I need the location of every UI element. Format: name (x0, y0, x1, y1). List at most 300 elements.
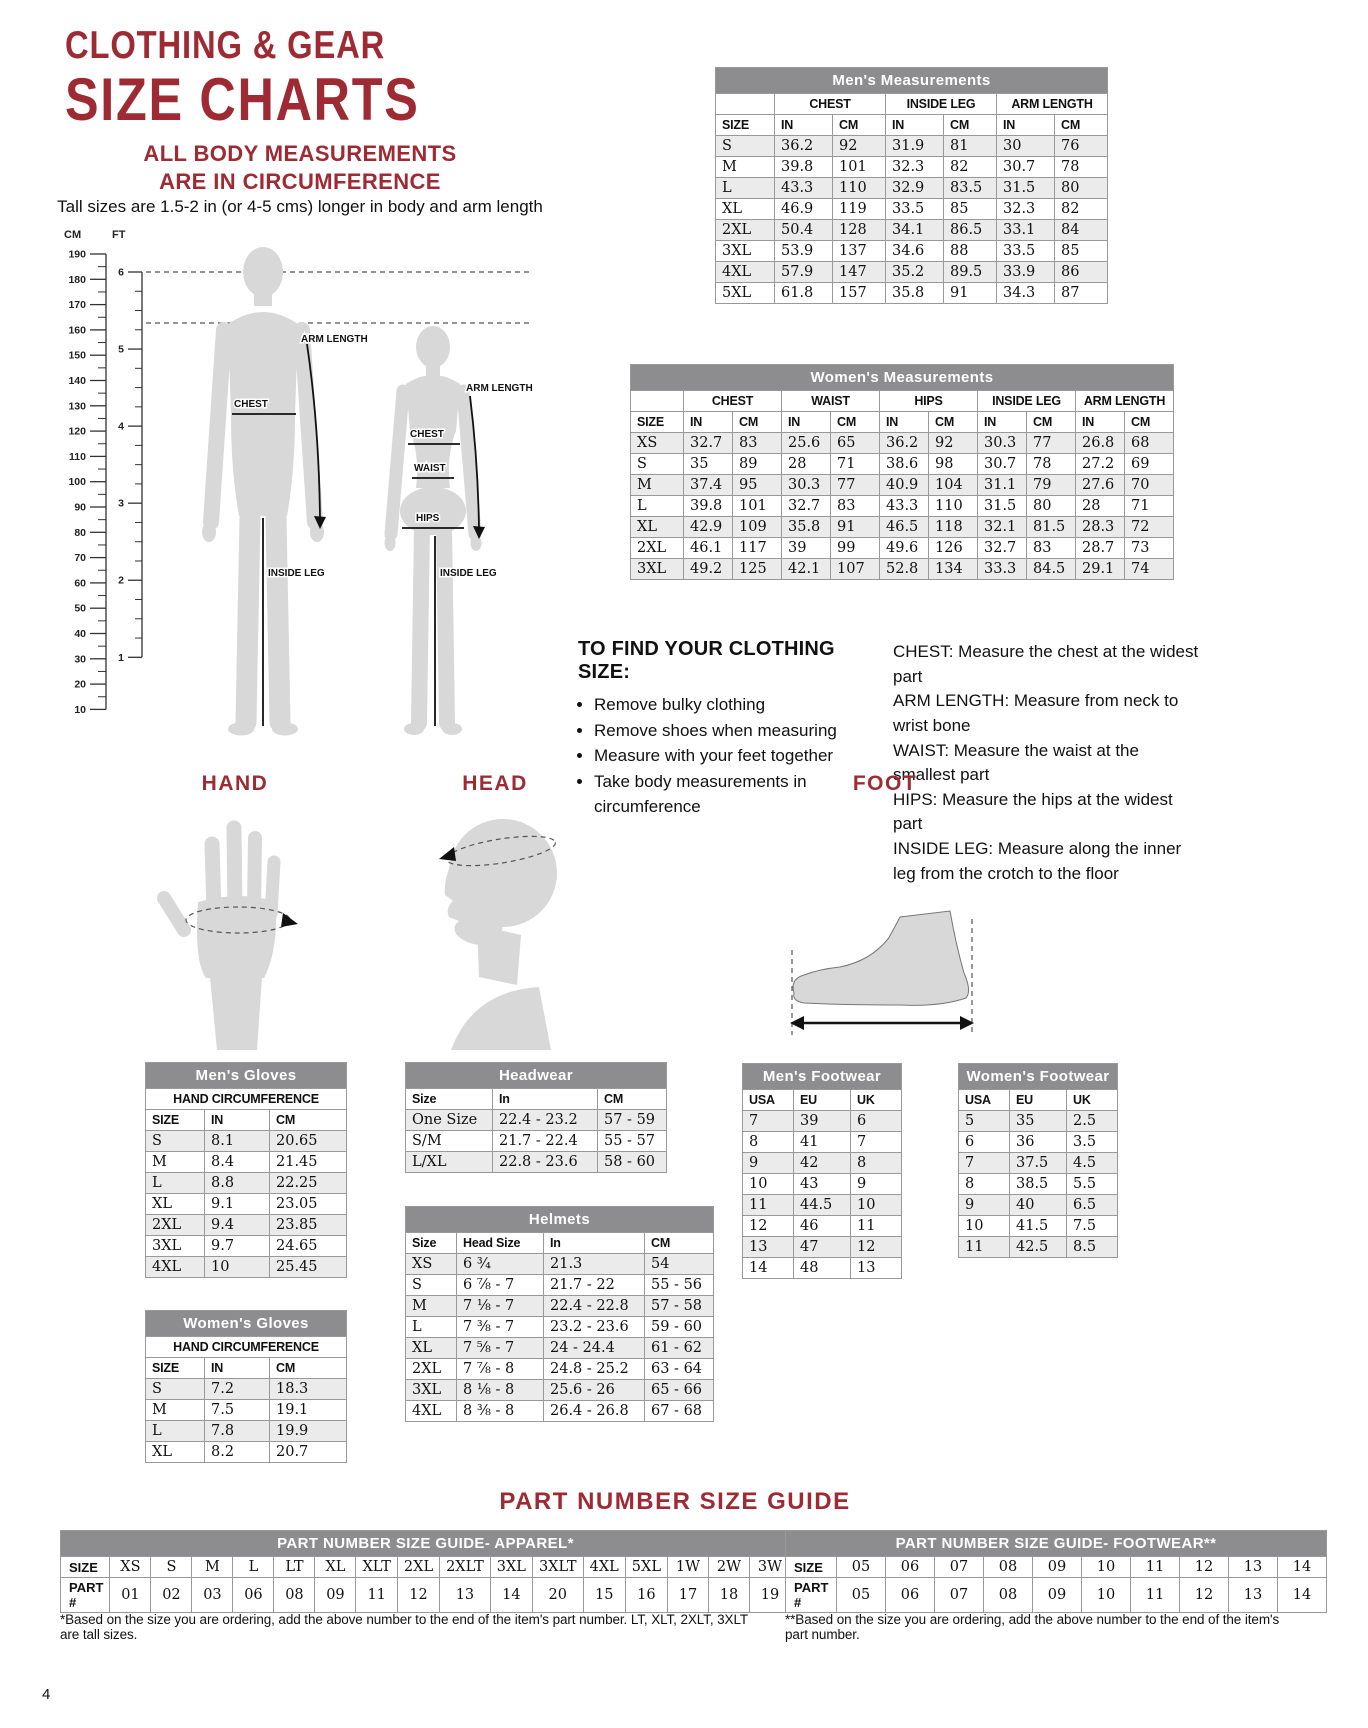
table-cell: 8 ⅜ - 8 (457, 1401, 544, 1422)
table-row (959, 1153, 1118, 1174)
table-cell: 109 (733, 517, 782, 538)
page-title-line1: CLOTHING & GEAR (65, 24, 386, 67)
table-cell: 06 (233, 1578, 274, 1613)
ruler-tick-label: 160 (68, 324, 86, 337)
table-cell: 27.2 (1076, 454, 1125, 475)
table-row (716, 157, 1108, 178)
table-cell: 9.1 (205, 1194, 270, 1215)
mens-gloves-table (145, 1062, 347, 1278)
table-cell: XS (406, 1254, 457, 1275)
ruler-cm-caption: CM (64, 229, 82, 241)
table-cell: L (406, 1317, 457, 1338)
table-cell: LT (274, 1557, 315, 1578)
table-row (631, 538, 1174, 559)
column-header: ARM LENGTH (1076, 391, 1174, 412)
table-cell: 2.5 (1067, 1111, 1118, 1132)
table-cell: 2XLT (440, 1557, 491, 1578)
table-cell: 07 (935, 1578, 984, 1613)
subtitle-line2: ARE IN CIRCUMFERENCE (159, 168, 441, 194)
table-cell: 89 (733, 454, 782, 475)
table-cell: 2XL (397, 1557, 439, 1578)
part-number-guide-heading: PART NUMBER SIZE GUIDE (499, 1488, 851, 1515)
table-cell: 19.9 (270, 1421, 347, 1442)
table-cell: 35.2 (886, 262, 944, 283)
table-header-row (406, 1233, 714, 1254)
table-cell: L (233, 1557, 274, 1578)
table-cell: 82 (944, 157, 997, 178)
table-cell: 55 - 56 (645, 1275, 714, 1296)
table-cell: 08 (984, 1557, 1033, 1578)
table-cell: 49.6 (880, 538, 929, 559)
column-header: CM (270, 1358, 347, 1379)
table-cell: 118 (929, 517, 978, 538)
column-header: Size (406, 1089, 493, 1110)
list-item: HIPS: Measure the hips at the widest part (893, 789, 1173, 834)
table-cell: 6 (959, 1132, 1010, 1153)
table-cell: 12 (743, 1216, 794, 1237)
ruler-tick-label: 6 (118, 266, 124, 279)
female-inside-leg-label: INSIDE LEG (440, 568, 497, 579)
hand-section-heading: HAND (201, 772, 269, 795)
table-row (631, 517, 1174, 538)
table-cell: 77 (831, 475, 880, 496)
table-cell: 46 (794, 1216, 851, 1237)
table-cell: 31.1 (978, 475, 1027, 496)
table-row (716, 241, 1108, 262)
table-cell: 32.7 (684, 433, 733, 454)
table-cell: 13 (851, 1258, 902, 1279)
table-cell: 11 (356, 1578, 397, 1613)
table-cell: 28.7 (1076, 538, 1125, 559)
table-cell: 25.6 (782, 433, 831, 454)
ruler-tick-label: 100 (68, 476, 86, 489)
head-measure-arrow (439, 847, 456, 861)
table-cell: 21.7 - 22 (544, 1275, 645, 1296)
table-cell: 43.3 (880, 496, 929, 517)
table-cell: 03 (192, 1578, 233, 1613)
table-cell: S (146, 1379, 205, 1400)
page-number: 4 (42, 1686, 51, 1703)
table-cell: 65 (831, 433, 880, 454)
table-cell: PART # (61, 1578, 110, 1613)
ruler-tick-label: 1 (118, 651, 124, 664)
column-header: CM (929, 412, 978, 433)
table-cell: XS (110, 1557, 151, 1578)
table-header-row (716, 94, 1108, 115)
female-waist-label: WAIST (414, 463, 446, 474)
table-cell: 9 (959, 1195, 1010, 1216)
table-cell: 7 (851, 1132, 902, 1153)
table-cell: 9 (851, 1174, 902, 1195)
table-row (631, 559, 1174, 580)
definitions-list (893, 640, 1205, 886)
table-cell: 9 (743, 1153, 794, 1174)
table-cell: 147 (833, 262, 886, 283)
table-cell: 14 (490, 1578, 532, 1613)
table-cell: 72 (1125, 517, 1174, 538)
table-cell: 31.5 (997, 178, 1055, 199)
table-title: Helmets (406, 1207, 714, 1233)
table-cell: 119 (833, 199, 886, 220)
female-arm-length-label: ARM LENGTH (466, 383, 533, 394)
table-cell: 33.5 (997, 241, 1055, 262)
table-cell: XL (146, 1194, 205, 1215)
table-cell: 73 (1125, 538, 1174, 559)
table-cell: 10 (851, 1195, 902, 1216)
table-cell: 57 - 58 (645, 1296, 714, 1317)
table-cell: 46.1 (684, 538, 733, 559)
ruler-tick-label: 180 (68, 273, 86, 286)
column-header: EU (1010, 1090, 1067, 1111)
list-item: • Remove bulky clothing (594, 692, 883, 718)
table-cell: 5 (959, 1111, 1010, 1132)
mens-footwear-table (742, 1063, 902, 1279)
column-header: INSIDE LEG (978, 391, 1076, 412)
table-cell: 68 (1125, 433, 1174, 454)
table-header-row (406, 1089, 667, 1110)
table-cell: 32.7 (978, 538, 1027, 559)
table-cell: 31.5 (978, 496, 1027, 517)
table-cell: 32.7 (782, 496, 831, 517)
table-row (146, 1400, 347, 1421)
table-cell: 65 - 66 (645, 1380, 714, 1401)
table-cell: 7.8 (205, 1421, 270, 1442)
ruler-tick-label: 60 (74, 577, 86, 590)
male-inside-leg-label: INSIDE LEG (268, 568, 325, 579)
table-cell: 38.6 (880, 454, 929, 475)
table-row (406, 1110, 667, 1131)
table-cell: 71 (1125, 496, 1174, 517)
table-cell: L (631, 496, 684, 517)
tall-sizes-note: Tall sizes are 1.5-2 in (or 4-5 cms) longer in body and arm length (57, 197, 543, 216)
column-header: IN (1076, 412, 1125, 433)
helmets-table (405, 1206, 714, 1422)
column-header: CM (645, 1233, 714, 1254)
table-cell: 25.45 (270, 1257, 347, 1278)
table-cell: SIZE (786, 1557, 837, 1578)
table-cell: PART # (786, 1578, 837, 1613)
table-cell: 91 (944, 283, 997, 304)
table-cell: 2XL (406, 1359, 457, 1380)
table-cell: 57 - 59 (598, 1110, 667, 1131)
table-cell: 39 (782, 538, 831, 559)
column-header: CM (831, 412, 880, 433)
table-cell: 34.3 (997, 283, 1055, 304)
table-cell: XL (146, 1442, 205, 1463)
table-cell: 3XLT (532, 1557, 583, 1578)
table-cell: 3XL (631, 559, 684, 580)
column-header: Head Size (457, 1233, 544, 1254)
table-cell: 32.1 (978, 517, 1027, 538)
column-header: SIZE (716, 115, 775, 136)
table-cell: 74 (1125, 559, 1174, 580)
table-cell: 08 (274, 1578, 315, 1613)
table-cell: 35 (684, 454, 733, 475)
table-cell: 33.3 (978, 559, 1027, 580)
ruler-tick-label: 70 (74, 552, 86, 565)
table-cell: 30.3 (782, 475, 831, 496)
table-cell: 69 (1125, 454, 1174, 475)
column-header: HAND CIRCUMFERENCE (146, 1089, 347, 1110)
table-row (716, 220, 1108, 241)
find-size-heading: TO FIND YOUR CLOTHING SIZE: (578, 638, 835, 683)
table-cell: M (406, 1296, 457, 1317)
table-cell: 8.4 (205, 1152, 270, 1173)
column-header: CHEST (684, 391, 782, 412)
table-cell: 7 ⅜ - 7 (457, 1317, 544, 1338)
table-cell: 10 (1082, 1578, 1131, 1613)
table-cell: 7.2 (205, 1379, 270, 1400)
table-cell: 70 (1125, 475, 1174, 496)
table-cell: 128 (833, 220, 886, 241)
table-cell: 32.9 (886, 178, 944, 199)
column-header: CM (270, 1110, 347, 1131)
column-header: IN (205, 1358, 270, 1379)
table-row (743, 1132, 902, 1153)
column-header: HAND CIRCUMFERENCE (146, 1337, 347, 1358)
column-header: IN (205, 1110, 270, 1131)
table-cell: 84.5 (1027, 559, 1076, 580)
table-cell: 6 ⅞ - 7 (457, 1275, 544, 1296)
table-cell: 20 (532, 1578, 583, 1613)
headwear-table (405, 1062, 667, 1173)
table-cell: 8 (743, 1132, 794, 1153)
table-cell: 21.7 - 22.4 (493, 1131, 598, 1152)
table-header-row (716, 115, 1108, 136)
table-cell: 39.8 (684, 496, 733, 517)
table-cell: 22.4 - 23.2 (493, 1110, 598, 1131)
ruler-tick-label: 2 (118, 574, 124, 587)
table-cell: 91 (831, 517, 880, 538)
table-cell: 125 (733, 559, 782, 580)
column-header: USA (959, 1090, 1010, 1111)
table-cell: 63 - 64 (645, 1359, 714, 1380)
table-cell: 34.1 (886, 220, 944, 241)
table-header-row (631, 412, 1174, 433)
table-cell: 46.5 (880, 517, 929, 538)
table-row (61, 1557, 791, 1578)
column-header: INSIDE LEG (886, 94, 997, 115)
column-header: In (544, 1233, 645, 1254)
table-cell: 5XL (625, 1557, 667, 1578)
ruler-tick-label: 50 (74, 602, 86, 615)
table-cell: 1W (667, 1557, 708, 1578)
column-header: IN (782, 412, 831, 433)
table-cell: 95 (733, 475, 782, 496)
table-cell: 39.8 (775, 157, 833, 178)
table-cell: 117 (733, 538, 782, 559)
table-row (959, 1111, 1118, 1132)
table-cell: 19 (749, 1578, 790, 1613)
table-cell: 36.2 (775, 136, 833, 157)
column-header: CM (733, 412, 782, 433)
ruler-tick-label: 80 (74, 526, 86, 539)
table-cell: 26.4 - 26.8 (544, 1401, 645, 1422)
table-cell: 29.1 (1076, 559, 1125, 580)
table-cell: 30.7 (997, 157, 1055, 178)
table-row (406, 1152, 667, 1173)
table-cell: One Size (406, 1110, 493, 1131)
male-chest-label: CHEST (234, 399, 268, 410)
table-cell: XL (716, 199, 775, 220)
column-header: CM (833, 115, 886, 136)
table-cell: 41 (794, 1132, 851, 1153)
table-cell: 24.8 - 25.2 (544, 1359, 645, 1380)
table-cell: 34.6 (886, 241, 944, 262)
column-header: IN (997, 115, 1055, 136)
table-cell: 37.4 (684, 475, 733, 496)
table-cell: M (631, 475, 684, 496)
table-cell: 47 (794, 1237, 851, 1258)
table-cell: 3XL (490, 1557, 532, 1578)
table-cell: 22.4 - 22.8 (544, 1296, 645, 1317)
table-cell: 39 (794, 1111, 851, 1132)
foot-diagram (780, 895, 990, 1050)
table-cell: 23.05 (270, 1194, 347, 1215)
table-cell: 12 (1180, 1557, 1229, 1578)
table-cell: 13 (440, 1578, 491, 1613)
ruler-tick-label: 4 (118, 420, 124, 433)
table-row (146, 1194, 347, 1215)
table-cell: 33.9 (997, 262, 1055, 283)
table-cell: 2XL (716, 220, 775, 241)
table-row (146, 1236, 347, 1257)
page-title-line2: SIZE CHARTS (65, 66, 420, 133)
column-header: IN (886, 115, 944, 136)
table-cell: 77 (1027, 433, 1076, 454)
table-cell: 104 (929, 475, 978, 496)
column-header: IN (684, 412, 733, 433)
column-header: CM (944, 115, 997, 136)
table-title: Women's Measurements (631, 365, 1174, 391)
table-cell: 10 (205, 1257, 270, 1278)
table-row (146, 1152, 347, 1173)
table-cell: 87 (1055, 283, 1108, 304)
measurement-definitions (893, 640, 1205, 886)
mens-measurements-table (715, 67, 1108, 304)
table-row (743, 1258, 902, 1279)
table-cell: 54 (645, 1254, 714, 1275)
table-cell: 4XL (716, 262, 775, 283)
column-header: Size (406, 1233, 457, 1254)
table-cell: 49.2 (684, 559, 733, 580)
ruler (68, 249, 142, 716)
table-cell: 11 (959, 1237, 1010, 1258)
foot-section-heading: FOOT (852, 772, 918, 795)
table-cell: 99 (831, 538, 880, 559)
table-title: Men's Measurements (716, 68, 1108, 94)
table-cell: 38.5 (1010, 1174, 1067, 1195)
table-title: PART NUMBER SIZE GUIDE- FOOTWEAR** (786, 1531, 1327, 1557)
table-cell: 32.3 (886, 157, 944, 178)
table-cell: 48 (794, 1258, 851, 1279)
table-cell: 81 (944, 136, 997, 157)
list-item: • Measure with your feet together (594, 743, 883, 769)
table-cell: 14 (1278, 1578, 1327, 1613)
table-cell: 3.5 (1067, 1132, 1118, 1153)
womens-measurements-table (630, 364, 1174, 580)
table-cell: 12 (851, 1237, 902, 1258)
table-cell: 86.5 (944, 220, 997, 241)
table-cell: 13 (1229, 1578, 1278, 1613)
table-cell: 24.65 (270, 1236, 347, 1257)
table-cell: 8 (959, 1174, 1010, 1195)
table-cell: 11 (1131, 1578, 1180, 1613)
table-cell: 5XL (716, 283, 775, 304)
table-cell: 8.1 (205, 1131, 270, 1152)
table-cell: 10 (743, 1174, 794, 1195)
table-cell: 9.4 (205, 1215, 270, 1236)
table-title: Men's Footwear (743, 1064, 902, 1090)
table-cell: 10 (1082, 1557, 1131, 1578)
table-cell: 20.65 (270, 1131, 347, 1152)
table-cell: 24 - 24.4 (544, 1338, 645, 1359)
table-title: Headwear (406, 1063, 667, 1089)
table-cell: 21.3 (544, 1254, 645, 1275)
subtitle (100, 140, 500, 195)
table-row (406, 1338, 714, 1359)
table-cell: 57.9 (775, 262, 833, 283)
table-cell: 80 (1055, 178, 1108, 199)
table-cell: 81.5 (1027, 517, 1076, 538)
table-cell: 101 (833, 157, 886, 178)
column-header: IN (775, 115, 833, 136)
table-cell: 61.8 (775, 283, 833, 304)
table-row (146, 1442, 347, 1463)
table-row (716, 136, 1108, 157)
table-title: Women's Gloves (146, 1311, 347, 1337)
table-cell: 12 (1180, 1578, 1229, 1613)
table-cell: SIZE (61, 1557, 110, 1578)
table-cell: S (406, 1275, 457, 1296)
table-cell: 28 (1076, 496, 1125, 517)
table-cell: 27.6 (1076, 475, 1125, 496)
table-row (959, 1237, 1118, 1258)
body-measurement-diagram (58, 226, 548, 753)
female-hips-label: HIPS (416, 513, 440, 524)
table-cell: 92 (833, 136, 886, 157)
table-cell: 05 (837, 1578, 886, 1613)
table-cell: 22.8 - 23.6 (493, 1152, 598, 1173)
table-header-row (631, 391, 1174, 412)
table-row (786, 1557, 1327, 1578)
table-cell: XL (631, 517, 684, 538)
table-cell: L (146, 1173, 205, 1194)
table-row (743, 1153, 902, 1174)
table-cell: 42 (794, 1153, 851, 1174)
table-cell: 36.2 (880, 433, 929, 454)
table-cell: M (716, 157, 775, 178)
table-row (406, 1401, 714, 1422)
table-cell: 137 (833, 241, 886, 262)
ruler-tick-label: 170 (68, 299, 86, 312)
table-cell: 15 (583, 1578, 625, 1613)
table-row (406, 1254, 714, 1275)
table-row (716, 283, 1108, 304)
table-header-row (146, 1358, 347, 1379)
table-cell: 01 (110, 1578, 151, 1613)
table-row (406, 1131, 667, 1152)
table-cell: 19.1 (270, 1400, 347, 1421)
table-cell: 7.5 (205, 1400, 270, 1421)
table-cell: 3W (749, 1557, 790, 1578)
table-row (146, 1379, 347, 1400)
table-cell: 7 ⅛ - 7 (457, 1296, 544, 1317)
ruler-tick-label: 20 (74, 678, 86, 691)
ruler-tick-label: 10 (74, 703, 86, 716)
table-cell: 76 (1055, 136, 1108, 157)
table-cell: 43 (794, 1174, 851, 1195)
